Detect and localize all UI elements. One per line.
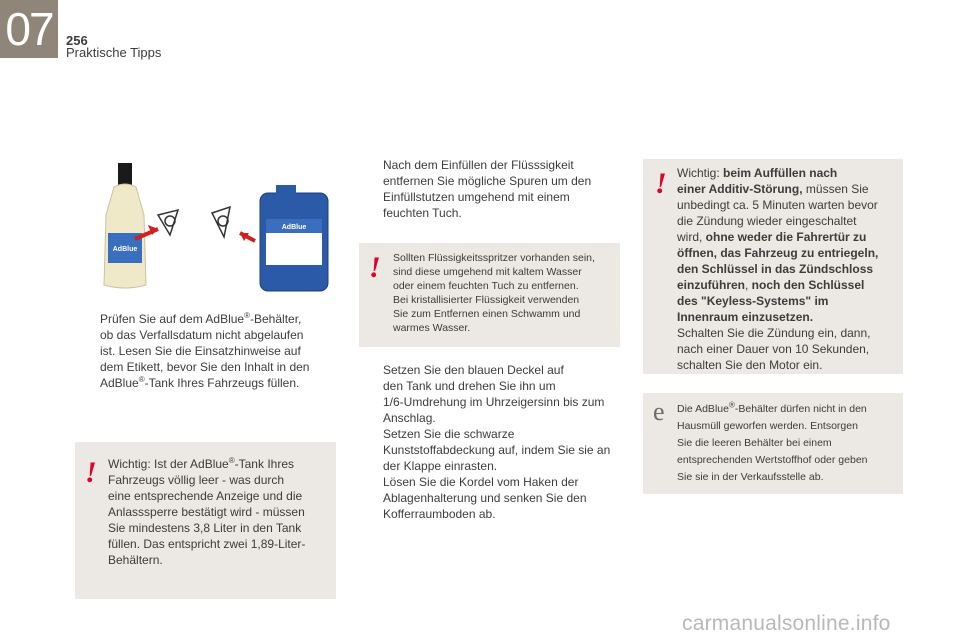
section-title: Praktische Tipps xyxy=(66,45,162,60)
warning-box-splashes xyxy=(359,243,620,347)
step-blue-cap: Setzen Sie den blauen Deckel auf den Tank und drehen Sie ihn um 1/6-Umdrehung im Uhrzeigersinn bis zum Anschlag. xyxy=(383,363,605,425)
warning-icon: ! xyxy=(369,251,381,284)
adblue-bottle-image xyxy=(104,163,158,288)
step-black-cover: Setzen Sie die schwarze Kunststoffabdeckung auf, indem Sie sie an der Klappe einrasten. xyxy=(383,427,611,473)
filler-neck-icon-2 xyxy=(212,207,255,241)
warning-text-additive-fault: Wichtig: beim Auffüllen nach einer Additiv-Störung, müssen Sie unbedingt ca. 5 Minuten warten bevor die Zündung wieder eingeschaltet wird, ohne weder die Fahrertür zu öffnen, das Fahrzeug zu entriegeln, den Schlüssel in das Zündschloss einzuführen, noch den Schlüssel des "Keyless-Systems" im Innenraum einzusetzen. Schalten Sie die Zündung ein, dann, nach einer Dauer von 10 Sekunden, schalten Sie den Motor ein. xyxy=(677,166,879,372)
step-wipe-spills: Nach dem Einfüllen der Flüsssigkeit entfernen Sie mögliche Spuren um den Einfüllstutzen umgehend mit einem feuchten Tuch. xyxy=(383,158,592,220)
watermark: carmanualsonline.info xyxy=(682,612,891,635)
chapter-number: 07 xyxy=(0,0,58,58)
page-number: 256 xyxy=(66,33,88,48)
step-check-expiry: Prüfen Sie auf dem AdBlue®-Behälter, ob das Verfallsdatum nicht abgelaufen ist. Lesen Sie die Einsatzhinweise auf dem Etikett, bevor Sie den Inhalt in den AdBlue®-Tank Ihres Fahrzeugs füllen. xyxy=(100,311,310,390)
warning-icon: ! xyxy=(655,167,667,200)
info-text-disposal: Die AdBlue®-Behälter dürfen nicht in den Hausmüll geworfen werden. Entsorgen Sie die leeren Behälter bei einem entsprechenden Wertstoffhof oder geben Sie sie in der Verkaufsstelle ab. xyxy=(677,400,868,483)
adblue-refill-illustration xyxy=(100,155,335,295)
warning-text-splashes: Sollten Flüssigkeitsspritzer vorhanden sein, sind diese umgehend mit kaltem Wasser oder einem feuchten Tuch zu entfernen. Bei kristallisierter Flüssigkeit verwenden Sie zum Entfernen einen Schwamm und warmes Wasser. xyxy=(393,252,595,334)
filler-neck-icon xyxy=(158,210,178,235)
warning-box-additive-fault xyxy=(643,159,903,374)
info-icon: e xyxy=(653,397,665,426)
canister-label: AdBlue xyxy=(281,224,307,231)
bottle-label: AdBlue xyxy=(112,246,138,253)
info-box-disposal xyxy=(643,393,903,494)
warning-text-empty-tank: Wichtig: Ist der AdBlue®-Tank Ihres Fahrzeugs völlig leer - was durch eine entsprechende Anzeige und die Anlasssperre bestätigt wird - müssen Sie mindestens 3,8 Liter in den Tank füllen. Das entspricht zwei 1,89-Liter- Behältern. xyxy=(108,456,306,567)
step-lower-floor: Lösen Sie die Kordel vom Haken der Ablagenhalterung und senken Sie den Kofferraumboden ab. xyxy=(383,475,587,521)
warning-box-empty-tank xyxy=(75,442,336,599)
warning-icon: ! xyxy=(85,456,97,489)
adblue-canister-image xyxy=(260,185,328,291)
